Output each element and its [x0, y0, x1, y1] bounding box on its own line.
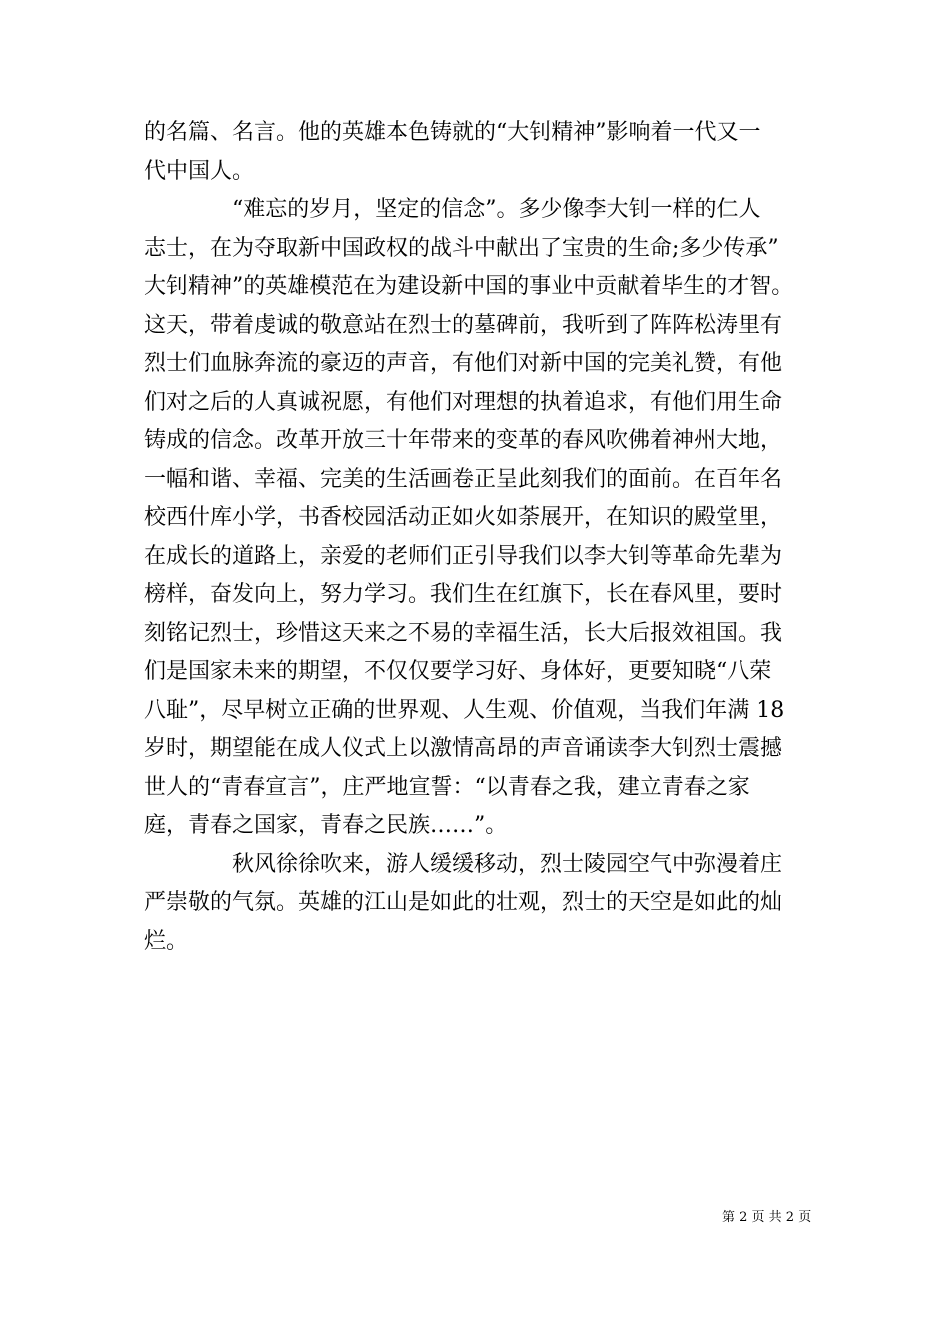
text-line: 刻铭记烈士，珍惜这天来之不易的幸福生活，长大后报效祖国。我 [144, 620, 783, 646]
paragraph-1 [144, 114, 844, 191]
paragraph-2 [144, 191, 844, 846]
text-line: 们对之后的人真诚祝愿，有他们对理想的执着追求，有他们用生命 [144, 389, 783, 415]
text-line: 校西什库小学，书香校园活动正如火如荼展开，在知识的殿堂里， [144, 505, 783, 530]
text-line: 庭，青春之国家，青春之民族……”。 [144, 813, 508, 838]
text-line: 的名篇、名言。他的英雄本色铸就的“大钊精神”影响着一代又一 [144, 120, 761, 145]
text-line: 岁时，期望能在成人仪式上以激情高昂的声音诵读李大钊烈士震撼 [144, 736, 783, 761]
text-line: “难忘的岁月，坚定的信念”。多少像李大钊一样的仁人 [144, 197, 761, 222]
text-line: 代中国人。 [144, 158, 255, 184]
text-line: 烂。 [144, 928, 189, 954]
page-number: 第 2 页 共 2 页 [722, 1210, 812, 1225]
text-line: 这天，带着虔诚的敬意站在烈士的墓碑前，我听到了阵阵松涛里有 [144, 312, 783, 338]
text-line: 大钊精神”的英雄模范在为建设新中国的事业中贡献着毕生的才智。 [144, 274, 794, 299]
text-line: 一幅和谐、幸福、完美的生活画卷正呈此刻我们的面前。在百年名 [144, 466, 783, 492]
text-line: 世人的“青春宣言”，庄严地宣誓：“以青春之我，建立青春之家 [144, 774, 750, 800]
text-line: 烈士们血脉奔流的豪迈的声音，有他们对新中国的完美礼赞，有他 [144, 351, 783, 376]
body-text [144, 114, 844, 961]
text-line: 铸成的信念。改革开放三十年带来的变革的春风吹佛着神州大地， [144, 428, 783, 453]
text-line: 秋风徐徐吹来，游人缓缓移动，烈士陵园空气中弥漫着庄 [144, 851, 783, 877]
text-line: 在成长的道路上，亲爱的老师们正引导我们以李大钊等革命先辈为 [144, 543, 783, 569]
paragraph-3 [144, 846, 844, 962]
text-line: 严崇敬的气氛。英雄的江山是如此的壮观，烈士的天空是如此的灿 [144, 890, 783, 915]
text-line: 榜样，奋发向上，努力学习。我们生在红旗下，长在春风里，要时 [144, 582, 783, 607]
text-line: 们是国家未来的期望，不仅仅要学习好、身体好，更要知晓“八荣 [144, 659, 772, 684]
text-line: 志士，在为夺取新中国政权的战斗中献出了宝贵的生命;多少传承” [144, 235, 779, 261]
text-line: 八耻”，尽早树立正确的世界观、人生观、价值观，当我们年满 18 [144, 697, 785, 723]
